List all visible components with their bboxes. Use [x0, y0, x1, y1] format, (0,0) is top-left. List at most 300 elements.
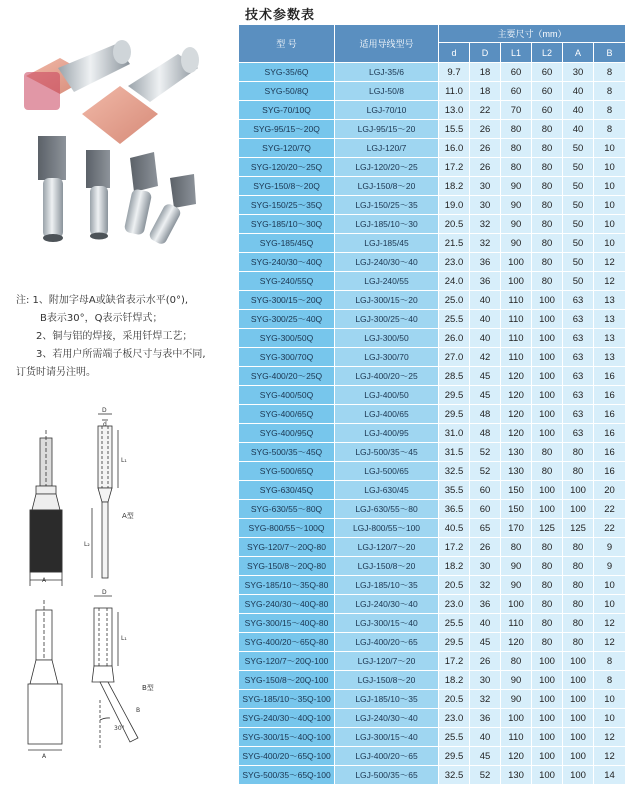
cell-a: 30 — [563, 63, 594, 82]
cell-model: SYG-50/8Q — [239, 82, 335, 101]
cell-l2: 100 — [532, 329, 563, 348]
product-photo — [8, 28, 223, 270]
cell-l2: 100 — [532, 481, 563, 500]
cell-model: SYG-150/8～20Q — [239, 177, 335, 196]
cell-l2: 100 — [532, 500, 563, 519]
cell-b: 16 — [594, 386, 626, 405]
cell-b: 16 — [594, 462, 626, 481]
cell-l2: 100 — [532, 709, 563, 728]
cell-l2: 80 — [532, 633, 563, 652]
cell-a: 80 — [563, 595, 594, 614]
angle-label: 30° — [114, 725, 125, 732]
cell-model: SYG-630/45Q — [239, 481, 335, 500]
cell-b: 10 — [594, 158, 626, 177]
cell-d: 25.5 — [439, 310, 470, 329]
cell-l1: 120 — [501, 405, 532, 424]
dim-a-label-a: A — [42, 577, 47, 584]
cell-b: 10 — [594, 595, 626, 614]
cell-d: 45 — [470, 367, 501, 386]
cell-wire: LGJ-400/95 — [335, 424, 439, 443]
cell-d: 31.5 — [439, 443, 470, 462]
cell-a: 125 — [563, 519, 594, 538]
cell-l1: 110 — [501, 348, 532, 367]
cell-d: 18.2 — [439, 671, 470, 690]
cell-model: SYG-400/65Q — [239, 405, 335, 424]
cell-b: 12 — [594, 253, 626, 272]
cell-l1: 130 — [501, 462, 532, 481]
cell-d: 23.0 — [439, 253, 470, 272]
cell-wire: LGJ-300/70 — [335, 348, 439, 367]
cell-a: 80 — [563, 557, 594, 576]
table-row — [239, 652, 626, 671]
table-row — [239, 291, 626, 310]
cell-b: 22 — [594, 500, 626, 519]
cell-l1: 100 — [501, 709, 532, 728]
cell-model: SYG-70/10Q — [239, 101, 335, 120]
page-title: 技术参数表 — [245, 8, 316, 23]
cell-d: 15.5 — [439, 120, 470, 139]
cell-wire: LGJ-185/10～30 — [335, 215, 439, 234]
cell-d: 25.5 — [439, 614, 470, 633]
cell-l2: 80 — [532, 443, 563, 462]
cell-b: 12 — [594, 633, 626, 652]
cell-wire: LGJ-50/8 — [335, 82, 439, 101]
notes — [16, 292, 231, 382]
cell-d: 48 — [470, 424, 501, 443]
cell-model: SYG-150/8～20Q-80 — [239, 557, 335, 576]
cell-d: 30 — [470, 557, 501, 576]
cell-model: SYG-300/15～40Q-100 — [239, 728, 335, 747]
cell-b: 16 — [594, 405, 626, 424]
cell-l2: 80 — [532, 120, 563, 139]
cell-l1: 130 — [501, 766, 532, 785]
cell-l1: 170 — [501, 519, 532, 538]
cell-model: SYG-185/10～35Q-80 — [239, 576, 335, 595]
table-row — [239, 709, 626, 728]
cell-model: SYG-120/7～20Q-100 — [239, 652, 335, 671]
cell-a: 63 — [563, 291, 594, 310]
cell-d: 24.0 — [439, 272, 470, 291]
cell-d: 9.7 — [439, 63, 470, 82]
cell-a: 63 — [563, 310, 594, 329]
note-line-1: 注: 1、附加字母A或缺省表示水平(0°), — [16, 295, 189, 306]
cell-b: 22 — [594, 519, 626, 538]
cell-model: SYG-500/35～65Q-100 — [239, 766, 335, 785]
cell-model: SYG-800/55～100Q — [239, 519, 335, 538]
cell-d: 20.5 — [439, 215, 470, 234]
cell-model: SYG-400/20～65Q-100 — [239, 747, 335, 766]
cell-a: 40 — [563, 101, 594, 120]
cell-l2: 100 — [532, 424, 563, 443]
table-row — [239, 253, 626, 272]
cell-l2: 100 — [532, 367, 563, 386]
cell-model: SYG-240/30～40Q-80 — [239, 595, 335, 614]
cell-wire: LGJ-120/7 — [335, 139, 439, 158]
table-row — [239, 310, 626, 329]
cell-d: 48 — [470, 405, 501, 424]
cell-a: 50 — [563, 272, 594, 291]
header-dim-L2: L2 — [532, 43, 563, 63]
cell-wire: LGJ-400/65 — [335, 405, 439, 424]
cell-d: 29.5 — [439, 747, 470, 766]
cell-d: 18.2 — [439, 177, 470, 196]
cell-l2: 80 — [532, 595, 563, 614]
cell-d: 20.5 — [439, 576, 470, 595]
cell-l1: 150 — [501, 500, 532, 519]
cell-model: SYG-185/45Q — [239, 234, 335, 253]
cell-wire: LGJ-240/30～40 — [335, 253, 439, 272]
cell-wire: LGJ-400/50 — [335, 386, 439, 405]
cell-d: 30 — [470, 671, 501, 690]
cell-model: SYG-95/15～20Q — [239, 120, 335, 139]
cell-l1: 60 — [501, 63, 532, 82]
cell-b: 10 — [594, 196, 626, 215]
cell-l1: 90 — [501, 196, 532, 215]
cell-l2: 80 — [532, 557, 563, 576]
cell-d: 23.0 — [439, 709, 470, 728]
cell-model: SYG-240/30～40Q-100 — [239, 709, 335, 728]
cell-model: SYG-240/55Q — [239, 272, 335, 291]
cell-d: 40 — [470, 329, 501, 348]
cell-a: 80 — [563, 614, 594, 633]
cell-b: 20 — [594, 481, 626, 500]
cell-l2: 100 — [532, 690, 563, 709]
cell-l1: 90 — [501, 557, 532, 576]
cell-l1: 90 — [501, 576, 532, 595]
cell-l2: 60 — [532, 101, 563, 120]
cell-b: 10 — [594, 690, 626, 709]
cell-b: 8 — [594, 671, 626, 690]
header-dim-d: d — [439, 43, 470, 63]
cell-a: 50 — [563, 253, 594, 272]
cell-d: 36 — [470, 595, 501, 614]
cell-wire: LGJ-150/8～20 — [335, 177, 439, 196]
cell-d: 17.2 — [439, 652, 470, 671]
cell-model: SYG-35/6Q — [239, 63, 335, 82]
cell-model: SYG-150/25～35Q — [239, 196, 335, 215]
cell-wire: LGJ-150/8～20 — [335, 557, 439, 576]
table-row — [239, 177, 626, 196]
cell-a: 100 — [563, 500, 594, 519]
cell-a: 50 — [563, 234, 594, 253]
table-row — [239, 614, 626, 633]
cell-a: 50 — [563, 177, 594, 196]
cell-d: 52 — [470, 443, 501, 462]
cell-l1: 130 — [501, 443, 532, 462]
note-line-3: 2、铜与铝的焊接，采用钎焊工艺； — [36, 331, 193, 342]
cell-l2: 80 — [532, 614, 563, 633]
cell-d: 13.0 — [439, 101, 470, 120]
cell-l2: 100 — [532, 386, 563, 405]
type-a-front-view — [30, 430, 62, 586]
cell-wire: LGJ-150/8～20 — [335, 671, 439, 690]
cell-model: SYG-120/7Q — [239, 139, 335, 158]
cell-d: 25.5 — [439, 728, 470, 747]
cell-b: 13 — [594, 329, 626, 348]
cell-l2: 100 — [532, 728, 563, 747]
header-dim-L1: L1 — [501, 43, 532, 63]
cell-model: SYG-240/30～40Q — [239, 253, 335, 272]
cell-wire: LGJ-300/50 — [335, 329, 439, 348]
technical-drawing — [18, 400, 230, 785]
cell-wire: LGJ-800/55～100 — [335, 519, 439, 538]
cell-l2: 60 — [532, 63, 563, 82]
table-row — [239, 82, 626, 101]
table-row — [239, 633, 626, 652]
cell-d: 42 — [470, 348, 501, 367]
cell-a: 40 — [563, 120, 594, 139]
table-row — [239, 671, 626, 690]
cell-l2: 125 — [532, 519, 563, 538]
cell-l1: 80 — [501, 139, 532, 158]
cell-d: 45 — [470, 747, 501, 766]
cell-l1: 120 — [501, 747, 532, 766]
cell-l1: 110 — [501, 728, 532, 747]
cell-d: 16.0 — [439, 139, 470, 158]
cell-d: 32.5 — [439, 462, 470, 481]
cell-model: SYG-400/95Q — [239, 424, 335, 443]
cell-model: SYG-500/35～45Q — [239, 443, 335, 462]
cell-l1: 90 — [501, 215, 532, 234]
cell-a: 50 — [563, 215, 594, 234]
header-dim-B: B — [594, 43, 626, 63]
table-row — [239, 63, 626, 82]
cell-a: 80 — [563, 538, 594, 557]
cell-l2: 100 — [532, 405, 563, 424]
cell-d: 36 — [470, 709, 501, 728]
cell-b: 10 — [594, 177, 626, 196]
cell-a: 50 — [563, 196, 594, 215]
note-line-5: 订货时请另注明。 — [16, 367, 96, 378]
cell-model: SYG-400/50Q — [239, 386, 335, 405]
cell-l1: 100 — [501, 272, 532, 291]
cell-b: 8 — [594, 63, 626, 82]
cell-d: 60 — [470, 500, 501, 519]
type-b-label: B型 — [142, 684, 154, 692]
cell-l1: 110 — [501, 291, 532, 310]
table-row — [239, 367, 626, 386]
cell-d: 52 — [470, 462, 501, 481]
cell-d: 32 — [470, 215, 501, 234]
cell-wire: LGJ-630/55～80 — [335, 500, 439, 519]
cell-d: 65 — [470, 519, 501, 538]
cell-l1: 80 — [501, 538, 532, 557]
cell-d: 21.5 — [439, 234, 470, 253]
table-row — [239, 196, 626, 215]
cell-l1: 110 — [501, 310, 532, 329]
table-row — [239, 234, 626, 253]
cell-wire: LGJ-120/7～20 — [335, 538, 439, 557]
cell-a: 100 — [563, 481, 594, 500]
cell-d: 22 — [470, 101, 501, 120]
table-row — [239, 500, 626, 519]
table-row — [239, 595, 626, 614]
cell-wire: LGJ-240/30～40 — [335, 709, 439, 728]
cell-l1: 90 — [501, 234, 532, 253]
cell-d: 26 — [470, 139, 501, 158]
cell-d: 32.5 — [439, 766, 470, 785]
cell-wire: LGJ-300/15～40 — [335, 728, 439, 747]
cell-l1: 90 — [501, 671, 532, 690]
cell-a: 100 — [563, 747, 594, 766]
cell-l1: 100 — [501, 253, 532, 272]
header-dim-A: A — [563, 43, 594, 63]
cell-a: 100 — [563, 709, 594, 728]
cell-model: SYG-400/20～25Q — [239, 367, 335, 386]
cell-d: 32 — [470, 576, 501, 595]
cell-b: 10 — [594, 234, 626, 253]
cell-b: 13 — [594, 291, 626, 310]
cell-d: 40 — [470, 291, 501, 310]
cell-model: SYG-300/15～20Q — [239, 291, 335, 310]
spec-table-body — [239, 63, 626, 785]
cell-d: 45 — [470, 633, 501, 652]
cell-b: 8 — [594, 82, 626, 101]
cell-wire: LGJ-500/35～45 — [335, 443, 439, 462]
cell-d: 32 — [470, 690, 501, 709]
cell-a: 100 — [563, 728, 594, 747]
cell-b: 12 — [594, 272, 626, 291]
cell-a: 80 — [563, 633, 594, 652]
dim-a-label-b: A — [42, 753, 47, 760]
dim-d-upper: D — [102, 407, 107, 414]
cell-l2: 100 — [532, 747, 563, 766]
cell-l2: 80 — [532, 196, 563, 215]
type-a-label: A型 — [122, 512, 134, 520]
cell-d: 32 — [470, 234, 501, 253]
cell-l2: 100 — [532, 652, 563, 671]
cell-wire: LGJ-185/10～35 — [335, 576, 439, 595]
cell-a: 100 — [563, 652, 594, 671]
cell-l1: 150 — [501, 481, 532, 500]
cell-d: 29.5 — [439, 633, 470, 652]
cell-d: 11.0 — [439, 82, 470, 101]
cell-d: 26 — [470, 120, 501, 139]
cell-model: SYG-150/8～20Q-100 — [239, 671, 335, 690]
cell-b: 10 — [594, 709, 626, 728]
dim-l2-a: L₂ — [84, 541, 90, 548]
cell-d: 18.2 — [439, 557, 470, 576]
cell-b: 16 — [594, 367, 626, 386]
cell-b: 8 — [594, 120, 626, 139]
cell-model: SYG-120/20～25Q — [239, 158, 335, 177]
cell-d: 18 — [470, 63, 501, 82]
table-row — [239, 538, 626, 557]
cell-d: 26 — [470, 538, 501, 557]
cell-a: 63 — [563, 405, 594, 424]
cell-l1: 90 — [501, 690, 532, 709]
header-model: 型 号 — [239, 25, 335, 63]
cell-d: 40.5 — [439, 519, 470, 538]
cell-l2: 80 — [532, 234, 563, 253]
cell-a: 80 — [563, 576, 594, 595]
cell-d: 26.0 — [439, 329, 470, 348]
cell-d: 31.0 — [439, 424, 470, 443]
cell-l2: 80 — [532, 538, 563, 557]
table-row — [239, 747, 626, 766]
dim-l1-a: L₁ — [121, 457, 127, 464]
cell-d: 52 — [470, 766, 501, 785]
cell-l1: 120 — [501, 424, 532, 443]
cell-b: 16 — [594, 424, 626, 443]
cell-a: 63 — [563, 367, 594, 386]
cell-l2: 80 — [532, 253, 563, 272]
table-row — [239, 215, 626, 234]
cell-d: 23.0 — [439, 595, 470, 614]
cell-wire: LGJ-150/25～35 — [335, 196, 439, 215]
table-row — [239, 576, 626, 595]
cell-a: 63 — [563, 386, 594, 405]
cell-d: 40 — [470, 614, 501, 633]
cell-d: 29.5 — [439, 386, 470, 405]
cell-b: 13 — [594, 310, 626, 329]
cell-d: 26 — [470, 652, 501, 671]
cell-l1: 70 — [501, 101, 532, 120]
cell-l1: 80 — [501, 120, 532, 139]
cell-l2: 60 — [532, 82, 563, 101]
header-wire: 适用导线型号 — [335, 25, 439, 63]
table-row — [239, 424, 626, 443]
cell-a: 100 — [563, 766, 594, 785]
cell-l2: 80 — [532, 158, 563, 177]
cell-wire: LGJ-400/20～65 — [335, 747, 439, 766]
cell-d: 25.0 — [439, 291, 470, 310]
table-row — [239, 443, 626, 462]
cell-d: 29.5 — [439, 405, 470, 424]
cell-wire: LGJ-185/10～35 — [335, 690, 439, 709]
table-row — [239, 120, 626, 139]
cell-wire: LGJ-400/20～65 — [335, 633, 439, 652]
table-row — [239, 519, 626, 538]
cell-l2: 80 — [532, 576, 563, 595]
dim-l1-b: L₁ — [121, 635, 127, 642]
cell-a: 80 — [563, 462, 594, 481]
cell-b: 12 — [594, 614, 626, 633]
cell-model: SYG-300/25～40Q — [239, 310, 335, 329]
table-row — [239, 462, 626, 481]
cell-model: SYG-120/7～20Q-80 — [239, 538, 335, 557]
cell-b: 12 — [594, 728, 626, 747]
spec-table — [238, 24, 626, 785]
dim-b-label: B — [136, 707, 141, 714]
table-row — [239, 329, 626, 348]
cell-wire: LGJ-240/55 — [335, 272, 439, 291]
cell-d: 18 — [470, 82, 501, 101]
table-row — [239, 557, 626, 576]
cell-a: 100 — [563, 690, 594, 709]
cell-a: 63 — [563, 424, 594, 443]
cell-d: 36 — [470, 272, 501, 291]
cell-model: SYG-400/20～65Q-80 — [239, 633, 335, 652]
cell-l1: 120 — [501, 386, 532, 405]
cell-b: 9 — [594, 538, 626, 557]
cell-d: 20.5 — [439, 690, 470, 709]
cell-d: 26 — [470, 158, 501, 177]
cell-b: 13 — [594, 348, 626, 367]
dim-d-lower: d — [103, 421, 107, 428]
cell-l1: 120 — [501, 367, 532, 386]
cell-a: 40 — [563, 82, 594, 101]
table-row — [239, 158, 626, 177]
cell-b: 9 — [594, 557, 626, 576]
cell-wire: LGJ-35/6 — [335, 63, 439, 82]
cell-d: 60 — [470, 481, 501, 500]
cell-model: SYG-185/10～30Q — [239, 215, 335, 234]
cell-d: 30 — [470, 177, 501, 196]
cell-d: 27.0 — [439, 348, 470, 367]
cell-a: 100 — [563, 671, 594, 690]
cell-l2: 100 — [532, 291, 563, 310]
